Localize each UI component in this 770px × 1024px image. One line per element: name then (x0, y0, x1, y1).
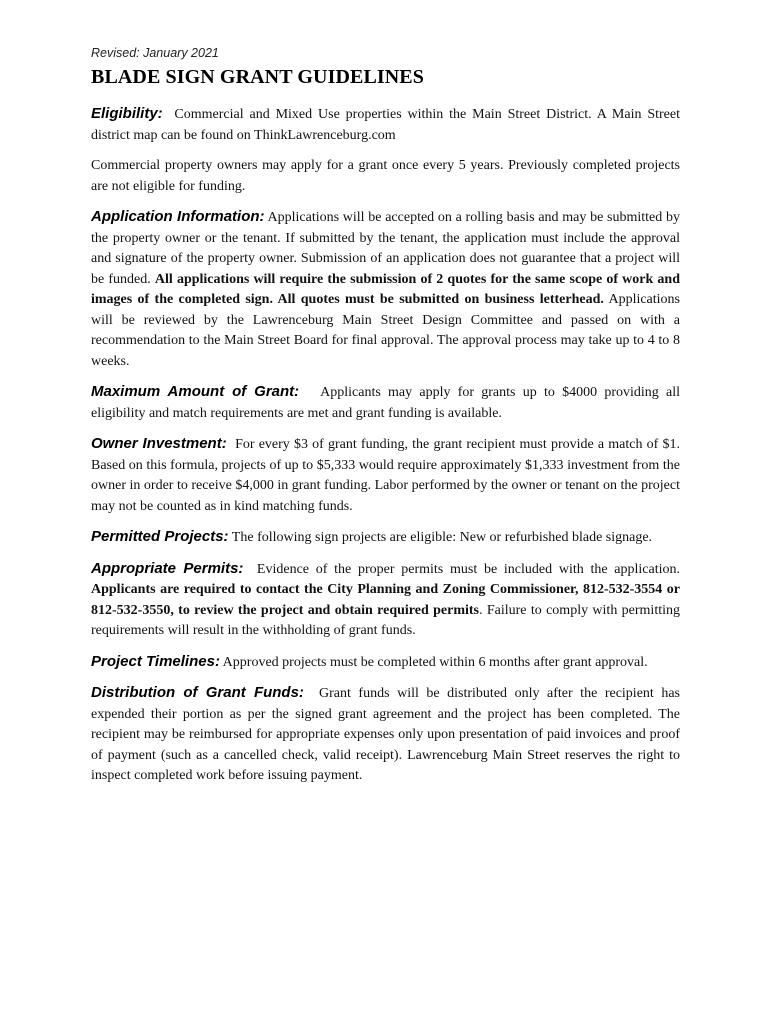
permits-heading: Appropriate Permits: (91, 559, 244, 577)
section-project-timelines (91, 652, 680, 674)
permits-failure-text: . Failure to comply with permitting requirements will result in the withholding of grant funds. (91, 602, 680, 638)
permits-requirement: Applicants are required to contact the City Planning and Zoning Commissioner, 812-532-3554 or 812-532-3550, to review the project and obtain required permits (91, 582, 680, 618)
timelines-text: Approved projects must be completed within 6 months after grant approval. (222, 654, 648, 670)
application-review-text: Applications will be reviewed by the Lawrenceburg Main Street Design Committee and passed on with a recommendation to the Main Street Board for final approval. The approval process may take up to 4 to 8 weeks. (91, 292, 680, 369)
section-distribution (91, 683, 680, 787)
owner-investment-heading: Owner Investment: (91, 435, 227, 452)
section-permitted-projects (91, 527, 680, 549)
eligibility-note-text: Commercial property owners may apply for a grant once every 5 years. Previously completed projects are not eligible for funding. (91, 158, 680, 194)
application-text: Applications will be accepted on a rolling basis and may be submitted by the property owner or the tenant. If submitted by the tenant, the application must include the approval and signature of the property owner. Submission of an application does not guarantee that a project will be funded. (91, 210, 680, 287)
document-title: BLADE SIGN GRANT GUIDELINES (91, 66, 424, 88)
section-eligibility-note (91, 156, 680, 197)
eligibility-text: Commercial and Mixed Use properties within the Main Street District. A Main Street district map can be found on ThinkLawrenceburg.com (91, 107, 680, 143)
section-eligibility (91, 104, 680, 146)
owner-investment-text: For every $3 of grant funding, the grant recipient must provide a match of $1. Based on this formula, projects of up to $5,333 would require approximately $1,333 investment from the owner in order to receive $4,000 in grant funding. Labor performed by the owner or tenant on the project may not be counted as in kind matching funds. (91, 437, 681, 514)
maximum-text: Applicants may apply for grants up to $4000 providing all eligibility and match requirements are met and grant funding is available. (91, 385, 680, 421)
section-application (91, 207, 680, 372)
permitted-projects-heading: Permitted Projects: (91, 528, 229, 545)
permitted-projects-text: The following sign projects are eligible: New or refurbished blade signage. (231, 530, 653, 545)
distribution-heading: Distribution of Grant Funds: (91, 684, 304, 701)
section-owner-investment (91, 434, 680, 517)
application-heading: Application Information: (91, 208, 265, 225)
section-appropriate-permits (91, 559, 680, 642)
section-maximum (91, 382, 680, 424)
revised-date: Revised: January 2021 (91, 46, 219, 60)
application-requirements: All applications will require the submission of 2 quotes for the same scope of work and images of the completed sign. All quotes must be submitted on business letterhead. (91, 271, 680, 307)
maximum-heading: Maximum Amount of Grant: (91, 383, 300, 400)
document-body (91, 104, 680, 797)
eligibility-heading: Eligibility: (91, 105, 163, 122)
timelines-heading: Project Timelines: (91, 652, 220, 670)
distribution-text: Grant funds will be distributed only after the recipient has expended their portion as per the signed grant agreement and the project has been completed. The recipient may be reimbursed for appropriate expenses only upon presentation of paid invoices and proof of payment (such as a cancelled check, valid receipt). Lawrenceburg Main Street reserves the right to inspect completed work before issuing payment. (91, 686, 680, 783)
permits-text: Evidence of the proper permits must be included with the application. (256, 561, 680, 577)
